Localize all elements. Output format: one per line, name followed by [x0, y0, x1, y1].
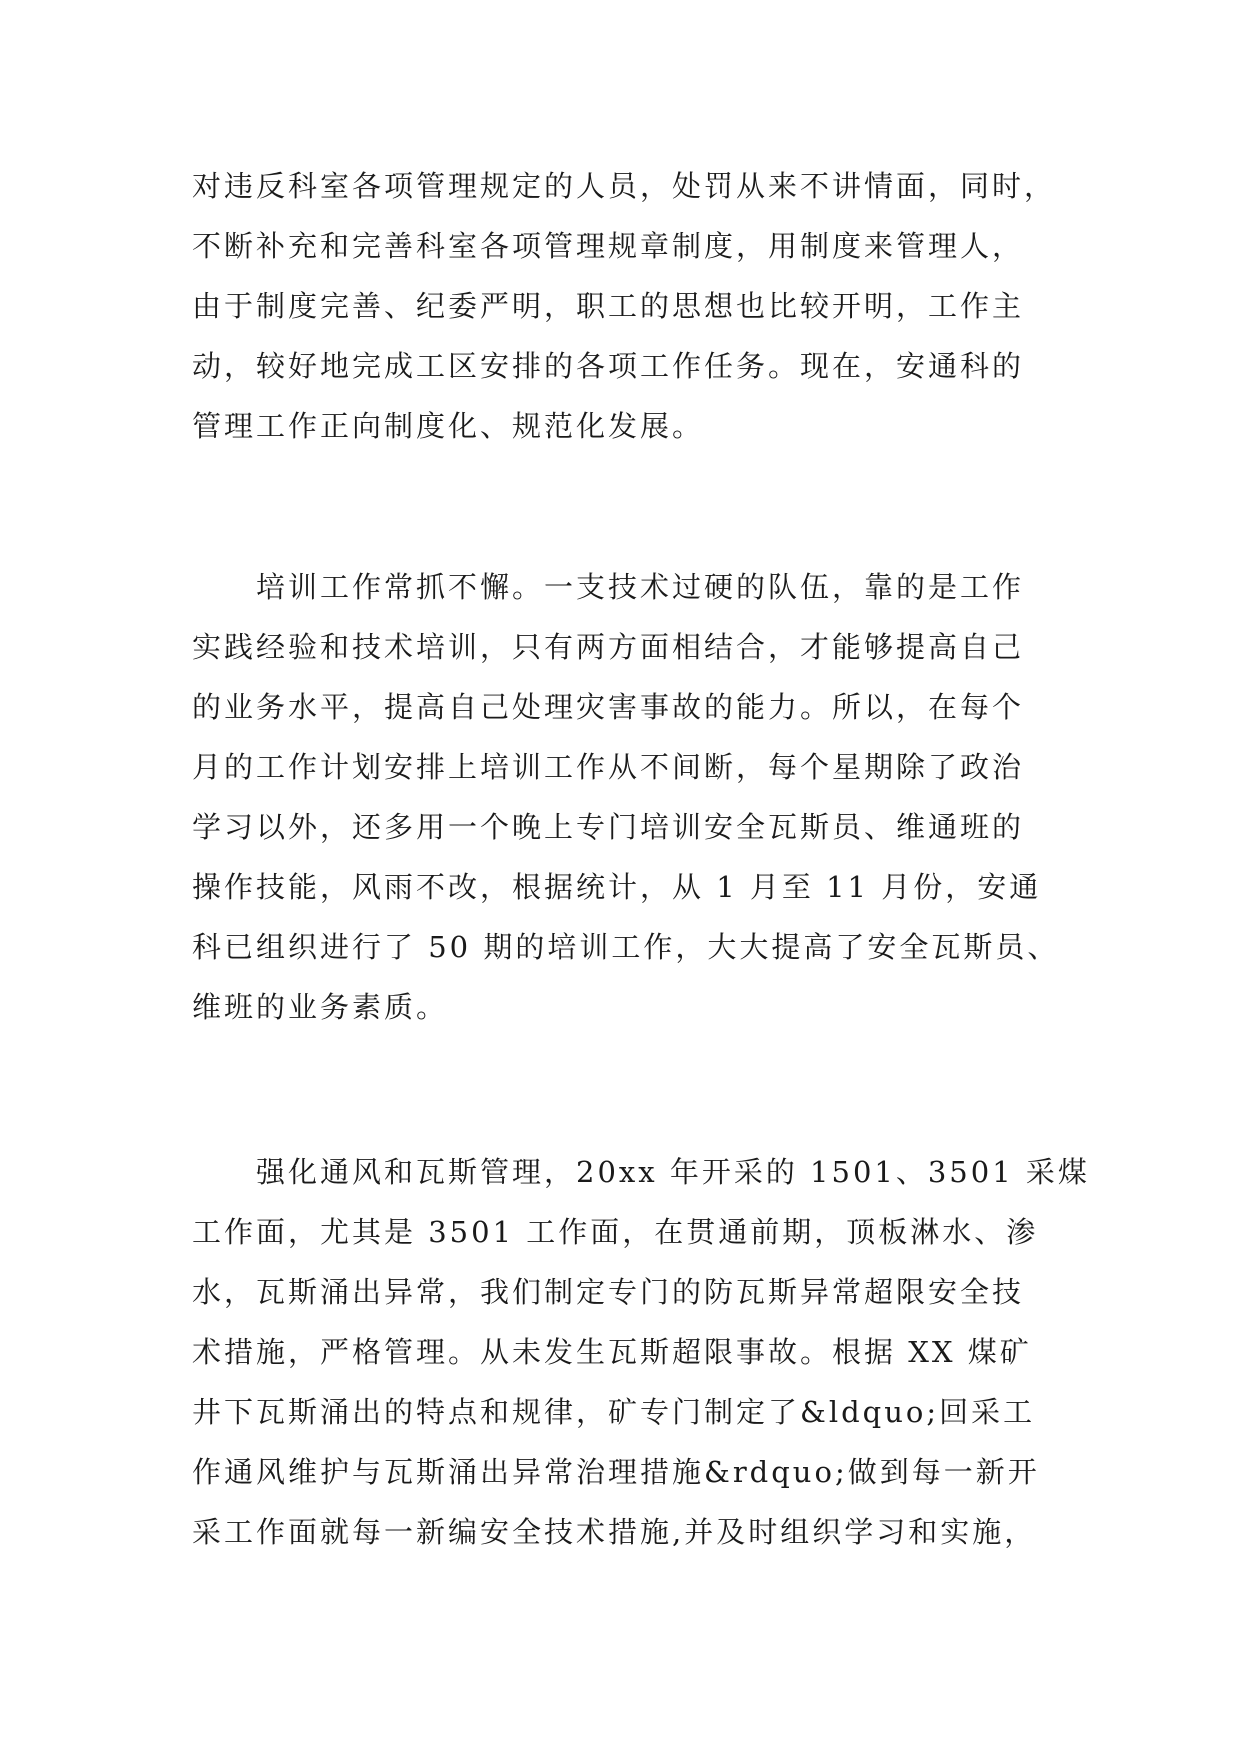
text-line: 的业务水平，提高自己处理灾害事故的能力。所以，在每个	[192, 690, 1025, 724]
text-line: 由于制度完善、纪委严明，职工的思想也比较开明，工作主	[192, 289, 1025, 323]
text-line: 术措施，严格管理。从未发生瓦斯超限事故。根据 XX 煤矿	[192, 1335, 1032, 1369]
text-line: 强化通风和瓦斯管理，20xx 年开采的 1501、3501 采煤	[256, 1155, 1090, 1189]
text-line: 月的工作计划安排上培训工作从不间断，每个星期除了政治	[192, 750, 1025, 784]
text-line: 操作技能，风雨不改，根据统计，从 1 月至 11 月份，安通	[192, 870, 1042, 904]
text-line: 学习以外，还多用一个晚上专门培训安全瓦斯员、维通班的	[192, 810, 1025, 844]
text-line: 维班的业务素质。	[192, 990, 449, 1024]
paragraph-training	[192, 557, 1072, 1037]
text-line: 采工作面就每一新编安全技术措施,并及时组织学习和实施，	[192, 1515, 1037, 1549]
paragraph-ventilation-gas	[192, 1142, 1090, 1562]
text-line: 实践经验和技术培训，只有两方面相结合，才能够提高自己	[192, 630, 1025, 664]
text-line: 作通风维护与瓦斯涌出异常治理措施&rdquo;做到每一新开	[192, 1455, 1040, 1489]
text-line: 科已组织进行了 50 期的培训工作，大大提高了安全瓦斯员、	[192, 930, 1060, 964]
text-line: 对违反科室各项管理规定的人员，处罚从来不讲情面，同时，	[192, 169, 1057, 203]
text-line: 动，较好地完成工区安排的各项工作任务。现在，安通科的	[192, 349, 1025, 383]
text-line: 井下瓦斯涌出的特点和规律，矿专门制定了&ldquo;回采工	[192, 1395, 1036, 1429]
text-line: 培训工作常抓不懈。一支技术过硬的队伍，靠的是工作	[256, 570, 1025, 604]
paragraph-management	[192, 156, 1072, 456]
text-line: 管理工作正向制度化、规范化发展。	[192, 409, 705, 443]
text-line: 工作面，尤其是 3501 工作面，在贯通前期，顶板淋水、渗	[192, 1215, 1039, 1249]
text-line: 不断补充和完善科室各项管理规章制度，用制度来管理人，	[192, 229, 1025, 263]
text-line: 水，瓦斯涌出异常，我们制定专门的防瓦斯异常超限安全技	[192, 1275, 1025, 1309]
